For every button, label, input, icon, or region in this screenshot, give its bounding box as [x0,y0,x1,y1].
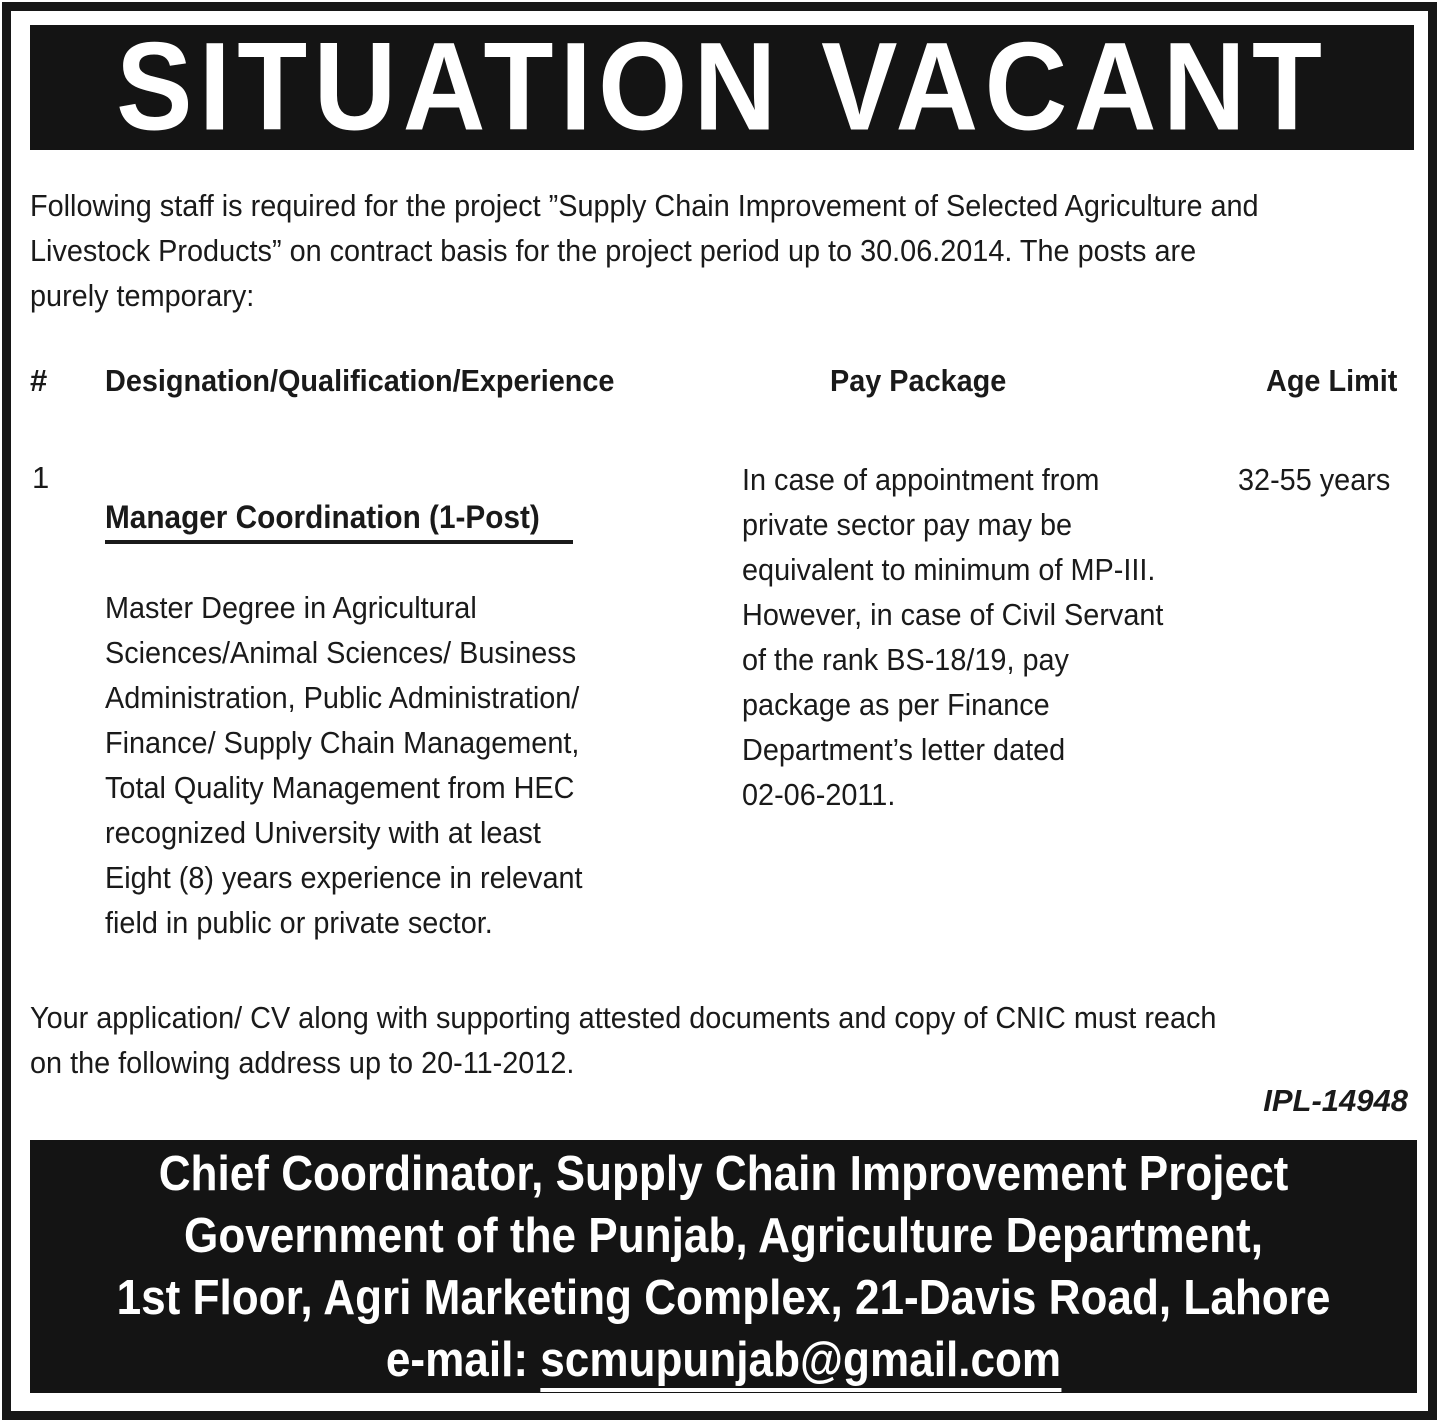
qualification-line: Administration, Public Administration/ [105,680,580,715]
closing-line: Your application/ CV along with supporting attested documents and copy of CNIC must reach [30,1000,1217,1035]
qualification-line: Master Degree in Agricultural [105,590,477,625]
pay-line: Department’s letter dated [742,732,1066,767]
intro-paragraph [30,183,1351,318]
qualification-line: Eight (8) years experience in relevant [105,860,583,895]
column-header-pay-package: Pay Package [830,363,1007,398]
column-header-designation: Designation/Qualification/Experience [105,363,615,398]
contact-address-box [30,1140,1417,1393]
email-address: scmupunjab@gmail.com [540,1333,1061,1392]
qualification-line: field in public or private sector. [105,905,493,940]
contact-line-address: 1st Floor, Agri Marketing Complex, 21-Davis Road, Lahore [116,1270,1331,1325]
qualification-line: Finance/ Supply Chain Management, [105,725,580,760]
row-number: 1 [32,460,50,495]
qualification-line: recognized University with at least [105,815,541,850]
pay-line: private sector pay may be [742,507,1073,542]
intro-line: purely temporary: [30,278,255,313]
title-banner [30,17,1414,157]
qualification-text [105,585,618,945]
pay-line: 02-06-2011. [742,777,896,812]
contact-line-email [99,1329,1347,1391]
intro-line: Livestock Products” on contract basis for the project period up to 30.06.2014. The posts are [30,233,1197,268]
page-title: SITUATION VACANT [115,17,1329,157]
pay-line: equivalent to minimum of MP-III. [742,552,1156,587]
closing-paragraph [30,995,1306,1085]
pay-line: In case of appointment from [742,462,1100,497]
closing-line: on the following address up to 20-11-2012. [30,1045,575,1080]
post-title: Manager Coordination (1-Post) [105,499,573,544]
email-label: e-mail: [385,1332,541,1387]
qualification-line: Total Quality Management from HEC [105,770,575,805]
pay-package-text [742,457,1195,817]
contact-line-department: Government of the Punjab, Agriculture Department, [184,1208,1263,1263]
pay-line: package as per Finance [742,687,1050,722]
contact-line-coordinator: Chief Coordinator, Supply Chain Improvement Project [158,1146,1289,1201]
ipl-code: IPL-14948 [1263,1083,1408,1118]
qualification-line: Sciences/Animal Sciences/ Business [105,635,577,670]
pay-line: of the rank BS-18/19, pay [742,642,1069,677]
column-header-number: # [30,363,48,398]
age-limit-value: 32-55 years [1238,462,1391,497]
column-header-age-limit: Age Limit [1266,363,1398,398]
intro-line: Following staff is required for the project ”Supply Chain Improvement of Selected Agriculture and [30,188,1259,223]
pay-line: However, in case of Civil Servant [742,597,1164,632]
